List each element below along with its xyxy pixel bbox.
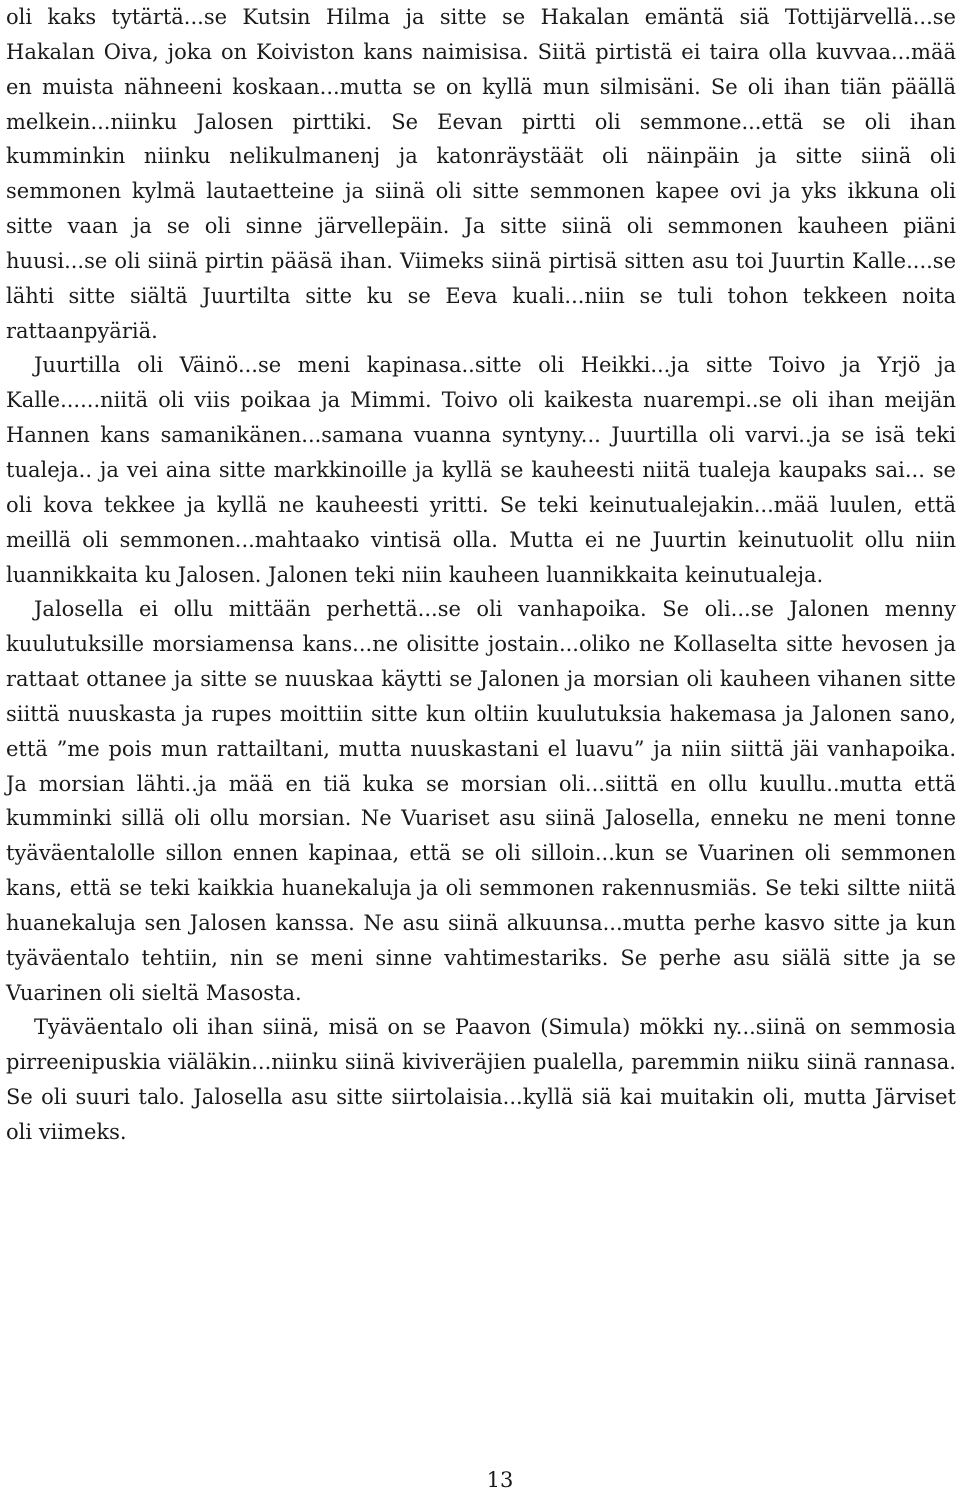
paragraph-2: Juurtilla oli Väinö...se meni kapinasa..sitte oli Heikki...ja sitte Toivo ja Yrjö ja Kalle......niitä oli viis poikaa ja Mimmi. Toivo oli kaikesta nuarempi..se oli ihan meijän Hannen kans samanikänen...samana vuanna syntyny... Juurtilla oli varvi..ja se isä teki tualeja.. ja vei aina sitte markkinoille ja kyllä se kauheesti niitä tualeja kaupaks sai... se oli kova tekkee ja kyllä ne kauheesti yritti. Se teki keinutualejakin...mää luulen, että meillä oli semmonen...mahtaako vintisä olla. Mutta ei ne Juurtin keinutuolit ollu niin luannikkaita ku Jalosen. Jalonen teki niin kauheen luannikkaita keinutualeja. — [6, 353, 956, 587]
body-text — [6, 0, 956, 1150]
paragraph-4: Tyäväentalo oli ihan siinä, misä on se Paavon (Simula) mökki ny...siinä on semmosia pirreenipuskia viäläkin...niinku siinä kiviveräjien pualella, paremmin niiku siinä rannasa. Se oli suuri talo. Jalosella asu sitte siirtolaisia...kyllä siä kai muitakin oli, mutta Järviset oli viimeks. — [6, 1015, 956, 1144]
document-page — [6, 0, 956, 1494]
page-number: 13 — [486, 1468, 514, 1492]
paragraph-3: Jalosella ei ollu mittään perhettä...se oli vanhapoika. Se oli...se Jalonen menny kuulutuksille morsiamensa kans...ne olisitte jostain...oliko ne Kollaselta sitte hevosen ja rattaat ottanee ja sitte se nuuskaa käytti se Jalonen ja morsian oli kauheen vihanen sitte siittä nuuskasta ja rupes moittiin sitte kun oltiin kuulutuksia hakemasa ja Jalonen sano, että ”me pois mun rattailtani, mutta nuuskastani el luavu” ja niin siittä jäi vanhapoika. Ja morsian lähti..ja mää en tiä kuka se morsian oli...siittä en ollu kuullu..mutta että kumminki sillä oli ollu morsian. Ne Vuariset asu siinä Jalosella, enneku ne meni tonne tyäväentalolle sillon ennen kapinaa, että se oli silloin...kun se Vuarinen oli semmonen kans, että se teki kaikkia huanekaluja ja oli semmonen rakennusmiäs. Se teki siltte niitä huanekaluja sen Jalosen kanssa. Ne asu siinä alkuunsa...mutta perhe kasvo sitte ja kun tyäväentalo tehtiin, nin se meni sinne vahtimestariks. Se perhe asu siälä sitte ja se Vuarinen oli sieltä Masosta. — [6, 597, 956, 1005]
paragraph-1: oli kaks tytärtä...se Kutsin Hilma ja sitte se Hakalan emäntä siä Tottijärvellä...se Hakalan Oiva, joka on Koiviston kans naimisisa. Siitä pirtistä ei taira olla kuvvaa...mää en muista nähneeni koskaan...mutta se on kyllä mun silmisäni. Se oli ihan tiän päällä melkein...niinku Jalosen pirttiki. Se Eevan pirtti oli semmone...että se oli ihan kumminkin niinku nelikulmanenj ja katonräystäät oli näinpäin ja sitte siinä oli semmonen kylmä lautaetteine ja siinä oli sitte semmonen kapee ovi ja yks ikkuna oli sitte vaan ja se oli sinne järvellepäin. Ja sitte siinä oli semmonen kauheen piäni huusi...se oli siinä pirtin pääsä ihan. Viimeks siinä pirtisä sitten asu toi Juurtin Kalle....se lähti sitte siältä Juurtilta sitte ku se Eeva kuali...niin se tuli tohon tekkeen noita rattaanpyäriä. — [6, 5, 956, 343]
